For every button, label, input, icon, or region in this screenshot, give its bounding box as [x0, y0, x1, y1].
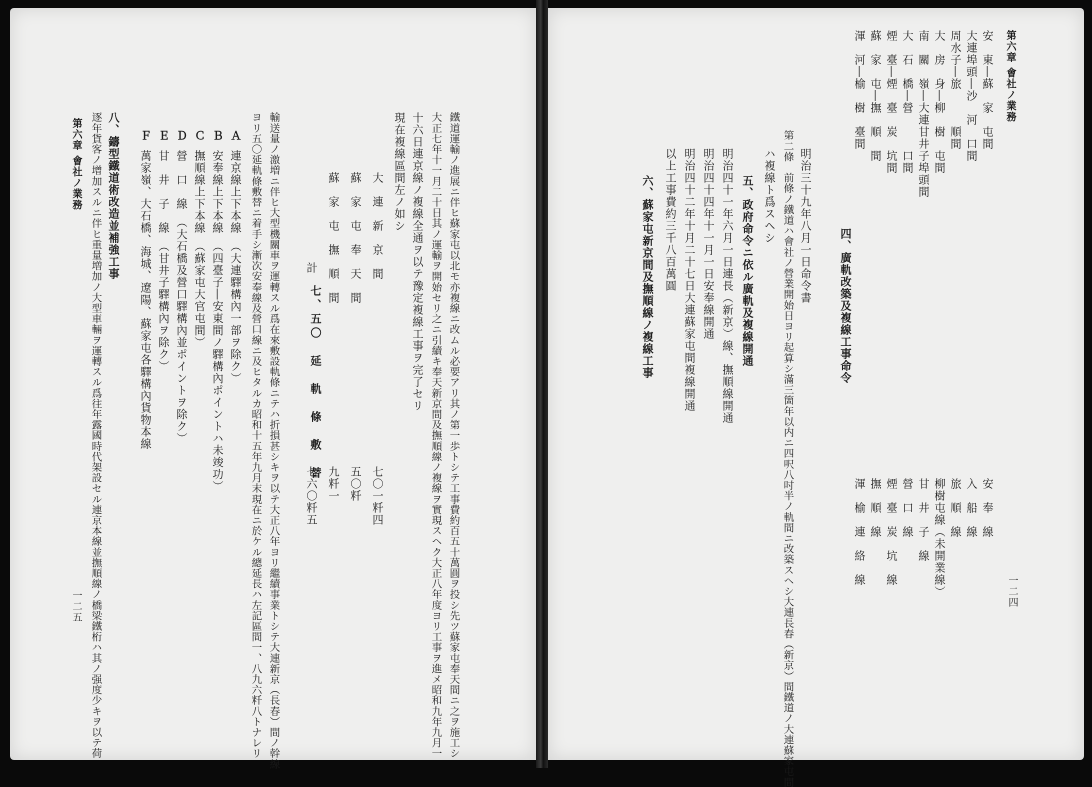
table-distance: 七〇一粁四	[371, 466, 384, 526]
list-item: 撫順線上下本線 （蘇家屯大官屯間）	[193, 150, 206, 349]
line-section: 安 東―蘇 家 屯間	[981, 30, 994, 150]
right-page-number: 一二四	[1006, 575, 1017, 608]
line-section: 周水子―旅 順間	[949, 30, 962, 150]
list-item: 萬家嶺、大石橋、海城、遼陽、蘇家屯各驛構內貨物本線	[139, 150, 152, 450]
section6-body-line: 大正七年十一月二十日其ノ運輸ヲ開始セリ之ニ引續キ奉天新京間及撫順線ノ複線ヲ實現スヘク大正八年度ヨリ工事ヲ進メ昭和九年九月一	[429, 112, 442, 759]
line-name: 撫 順 線	[869, 478, 882, 538]
section7-body-line: ヨリ五〇延軌條敷替ニ着手シ漸次安奉線及營口線ニ及ヒタルカ昭和十五年九月末現在ニ於ケル總延長ハ左記區間一、八九六粁八トナレリ	[249, 112, 262, 759]
line-section: 蘇 家 屯―撫 順 間	[869, 30, 882, 162]
line-section: 煙 臺―煙 臺 炭 坑間	[885, 30, 898, 174]
line-name: 入 船 線	[965, 478, 978, 538]
line-name: 甘 井 子 線	[917, 478, 930, 562]
section4-body-cont: ハ複線ト爲スヘシ	[763, 148, 776, 244]
section5-item: 以上工事費約三千八百萬圓	[664, 148, 677, 292]
table-section: 計	[305, 262, 318, 274]
line-name: 煙 臺 炭 坑 線	[885, 478, 898, 586]
table-distance: 七六〇粁五	[305, 466, 318, 526]
book-gutter	[536, 0, 548, 768]
list-marker: Ｆ	[139, 130, 152, 142]
list-item: 甘 井 子 線 （甘井子驛構內ヲ除ク）	[157, 150, 170, 373]
section6-body-line: 十六日連京線ノ複線全通ヲ以テ豫定複線工事ヲ完了セリ	[411, 112, 424, 412]
section4-body: 第二條 前條ノ鐵道ハ會社ノ營業開始日ヨリ起算シ滿三箇年以内ニ四呎八吋半ノ軌間ニ改築スヘシ大連長春（新京）間鐵道ノ大連蘇家屯間	[781, 130, 794, 787]
list-marker: Ｄ	[175, 130, 188, 142]
section4-title: 四、廣軌改築及複線工事命令	[839, 228, 852, 384]
list-item: 連京線上下本線 （大連驛構內一部ヲ除ク）	[229, 150, 242, 385]
left-running-header: 第六章 會社ノ業務	[70, 118, 81, 211]
list-marker: Ｅ	[157, 130, 170, 142]
right-running-header: 第六章 會社ノ業務	[1004, 30, 1015, 123]
section8-title: 八、鑄型鐵道術改造並補強工事	[107, 112, 120, 280]
table-section: 大 連 新 京 間	[371, 172, 384, 280]
section8-body-line: 逐年貨客ノ增加スルニ伴ヒ重量増加ノ大型車輛ヲ運轉スル爲往年露國時代架設セル連京本線並撫順線ノ橋梁鐵桁ハ其ノ强度少キヲ以テ荷	[89, 112, 102, 759]
line-section: 大連埠頭―沙 河 口間	[965, 30, 978, 162]
list-item: 安奉線上下本線 （四臺子―安東間ノ驛構內ポイントハ未竣功）	[211, 150, 224, 493]
line-name: 柳樹屯線（未開業線）	[933, 478, 946, 598]
list-marker: Ａ	[229, 130, 242, 142]
section5-title: 五、政府命令ニ依ル廣軌及複線開通	[741, 175, 754, 367]
table-section: 蘇 家 屯 撫 順 間	[327, 172, 340, 304]
line-name: 安 奉 線	[981, 478, 994, 538]
line-name: 營 口 線	[901, 478, 914, 538]
table-distance: 五〇粁	[349, 466, 362, 502]
section5-item: 明治四十四年十一月一日安奉線開通	[702, 148, 715, 340]
line-section: 渾 河―榆 樹 臺間	[853, 30, 866, 150]
line-name: 渾 榆 連 絡 線	[853, 478, 866, 586]
section5-item: 明治四十一年六月一日連長（新京）線、撫順線開通	[721, 148, 734, 424]
section6-title: 六、蘇家屯新京間及撫順線ノ複線工事	[641, 175, 654, 379]
list-marker: Ｂ	[211, 130, 224, 142]
table-section: 蘇 家 屯 奉 天 間	[349, 172, 362, 304]
line-section: 南 關 嶺―大連甘井子埠頭間	[917, 30, 930, 198]
section4-date: 明治三十九年八月一日命令書	[799, 148, 812, 304]
section7-body-line: 輸送量ノ激増ニ伴ヒ大型機關車ヲ運轉スル爲在來敷設軌條ニテハ折損甚シキヲ以テ大正八年ヨリ繼續事業トシテ大連新京（長春）間ノ幹線	[267, 112, 280, 770]
list-item: 營 口 線 （大石橋及營口驛構內並ポイントヲ除ク）	[175, 150, 188, 445]
line-name: 旅 順 線	[949, 478, 962, 538]
section7-title: 七、五〇 延 軌 條 敷 替	[309, 285, 322, 481]
line-section: 大 房 身―柳 樹 屯間	[933, 30, 946, 174]
left-page-number: 一二五	[70, 590, 81, 623]
section6-body-line: 現在複線區間左ノ如シ	[393, 112, 406, 232]
table-distance: 九粁一	[327, 466, 340, 502]
list-marker: Ｃ	[193, 130, 206, 142]
line-section: 大 石 橋―營 口間	[901, 30, 914, 174]
section5-item: 明治四十二年十月二十七日大連蘇家屯間複線開通	[683, 148, 696, 412]
section6-body-line: 鐵道運輸ノ進展ニ伴ヒ蘇家屯以北モ亦複線ニ改ムル必要アリ其ノ第一歩トシテ工事費約百五十萬圓ヲ投シ先ツ蘇家屯奉天間ニ之ヲ施工シ	[447, 112, 460, 759]
